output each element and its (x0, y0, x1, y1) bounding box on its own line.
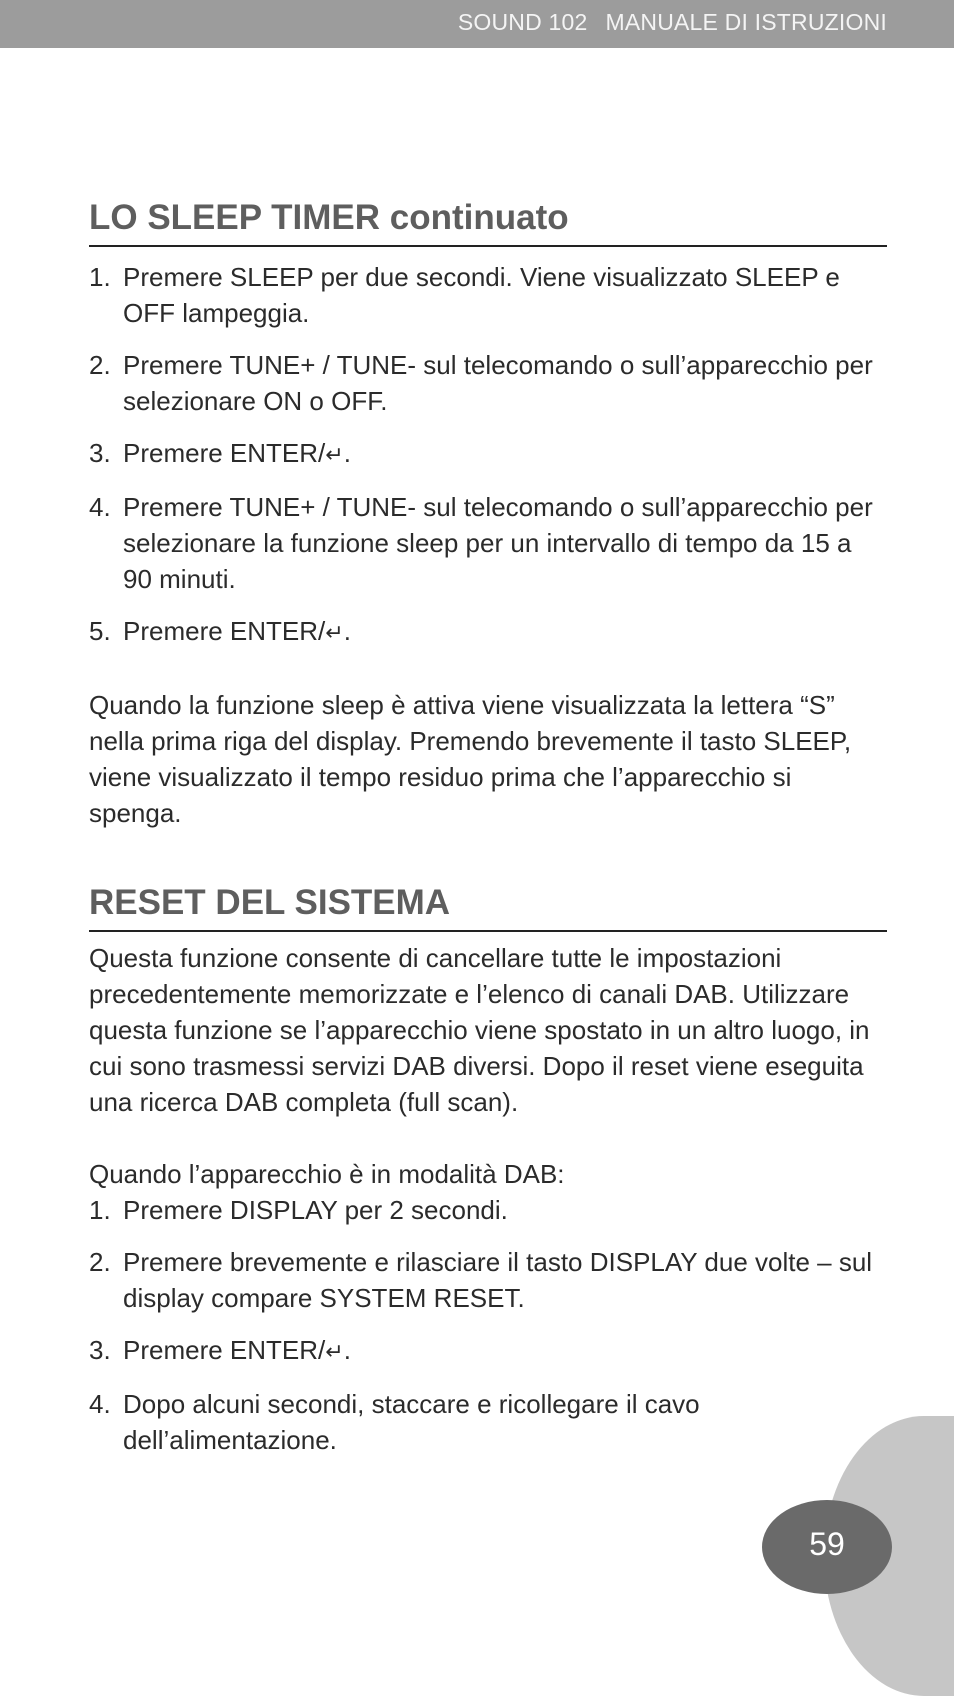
section-title-reset: RESET DEL SISTEMA (89, 881, 887, 932)
list-item: 1. Premere SLEEP per due secondi. Viene visualizzato SLEEP e OFF lampeggia. (89, 262, 840, 328)
page-number-badge (762, 1500, 892, 1594)
enter-icon: ↵ (325, 442, 344, 467)
section-title-sleep-timer: LO SLEEP TIMER continuato (89, 196, 887, 247)
page-content (89, 196, 887, 1474)
list-item: 5. Premere ENTER/↵. (89, 613, 887, 651)
enter-icon: ↵ (325, 1339, 344, 1364)
page-number: 59 (809, 1526, 845, 1562)
list-item: 3. Premere ENTER/↵. (89, 435, 887, 473)
list-item: 3. Premere ENTER/↵. (89, 1332, 887, 1370)
sleep-steps-list (89, 259, 887, 651)
list-item: 2. Premere brevemente e rilasciare il tasto DISPLAY due volte – sul display compare SYSTEM RESET. (89, 1247, 873, 1313)
header-title (458, 9, 887, 36)
reset-intro: Questa funzione consente di cancellare tutte le impostazioni precedentemente memorizzate e l’elenco di canali DAB. Utilizzare questa funzione se l’apparecchio viene spostato in un altro luogo, in cui sono trasmessi servizi DAB diversi. Dopo il reset viene eseguita una ricerca DAB completa (full scan). (89, 943, 870, 1117)
header-product: SOUND 102 (457, 9, 588, 35)
list-item: 2. Premere TUNE+ / TUNE- sul telecomando o sull’apparecchio per selezionare ON o OFF. (89, 350, 873, 416)
list-item: 4. Dopo alcuni secondi, staccare e ricollegare il cavo dell’alimentazione. (89, 1389, 700, 1455)
list-item: 4. Premere TUNE+ / TUNE- sul telecomando o sull’apparecchio per selezionare la funzione sleep per un intervallo di tempo da 15 a 90 minuti. (89, 492, 873, 594)
header-manual: MANUALE DI ISTRUZIONI (605, 9, 887, 35)
reset-mode-line: Quando l’apparecchio è in modalità DAB: (89, 1159, 565, 1189)
list-item: 1. Premere DISPLAY per 2 secondi. (89, 1195, 508, 1225)
header-bar (0, 0, 954, 48)
reset-steps-list (89, 1192, 887, 1458)
sleep-note: Quando la funzione sleep è attiva viene visualizzata la lettera “S” nella prima riga del display. Premendo brevemente il tasto SLEEP, viene visualizzato il tempo residuo prima che l’apparecchio si spenga. (89, 690, 852, 828)
enter-icon: ↵ (325, 620, 344, 645)
